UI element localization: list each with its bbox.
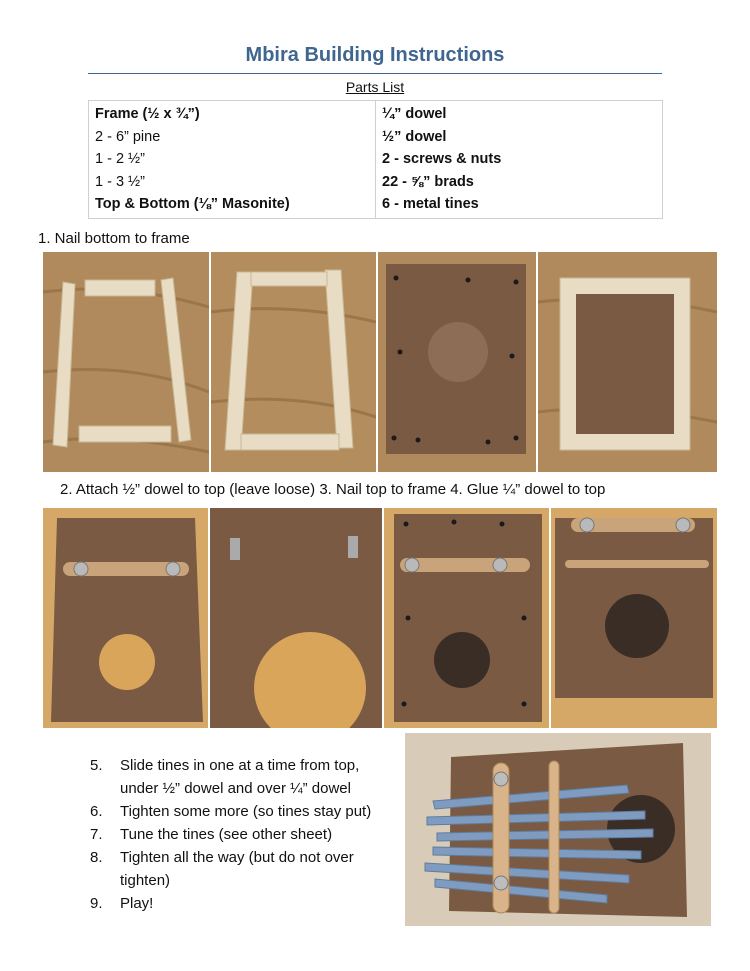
- part-item: Frame (½ x ¾”): [95, 106, 200, 122]
- parts-list-heading: Parts List: [345, 79, 405, 95]
- parts-right-column: [376, 101, 663, 219]
- part-item: 1 - 3 ½”: [95, 173, 145, 190]
- step1-caption: 1. Nail bottom to frame: [38, 230, 190, 247]
- parts-list-table: [88, 100, 663, 219]
- part-item: ¼” dowel: [382, 106, 447, 122]
- step-text: Tighten some more (so tines stay put): [120, 803, 372, 820]
- list-item: [90, 846, 390, 892]
- list-item: [90, 800, 390, 823]
- part-item: 1 - 2 ½”: [95, 151, 145, 167]
- part-item: 22 - ⅝” brads: [382, 173, 474, 190]
- list-item: [90, 823, 390, 846]
- step-text: Tighten all the way (but do not over tighten): [120, 849, 354, 889]
- step-number: 5.: [90, 757, 103, 774]
- step-text: Slide tines in one at a time from top, under ½” dowel and over ¼” dowel: [120, 757, 360, 797]
- part-item: ½” dowel: [382, 128, 447, 145]
- list-item: [90, 892, 390, 915]
- step-number: 7.: [90, 826, 103, 843]
- part-item: 2 - screws & nuts: [382, 151, 502, 167]
- steps-2-4-caption: 2. Attach ½” dowel to top (leave loose) 3. Nail top to frame 4. Glue ¼” dowel to top: [60, 481, 606, 498]
- photo-frame-on-bottom: [538, 252, 717, 472]
- step-number: 6.: [90, 803, 103, 820]
- step-number: 9.: [90, 895, 103, 912]
- page-title: Mbira Building Instructions: [245, 44, 505, 66]
- step-text: Tune the tines (see other sheet): [120, 826, 333, 843]
- part-item: 6 - metal tines: [382, 196, 479, 212]
- photo-bottom-nailed: [378, 252, 536, 472]
- photo-frame-pieces: [43, 252, 209, 472]
- part-item: Top & Bottom (⅛” Masonite): [95, 196, 290, 212]
- photo-quarter-dowel-glued: [551, 508, 717, 728]
- photo-finished-mbira: [405, 733, 711, 926]
- parts-left-column: [89, 101, 376, 219]
- photo-dowel-attached: [43, 508, 208, 728]
- step-text: Play!: [120, 895, 154, 912]
- title-divider: [88, 73, 662, 74]
- final-steps-list: [90, 754, 390, 915]
- photo-screws-closeup: [210, 508, 382, 728]
- part-item: 2 - 6” pine: [95, 128, 161, 145]
- photo-frame-assembled: [211, 252, 376, 472]
- photo-top-nailed: [384, 508, 549, 728]
- list-item: [90, 754, 390, 800]
- step-number: 8.: [90, 849, 103, 866]
